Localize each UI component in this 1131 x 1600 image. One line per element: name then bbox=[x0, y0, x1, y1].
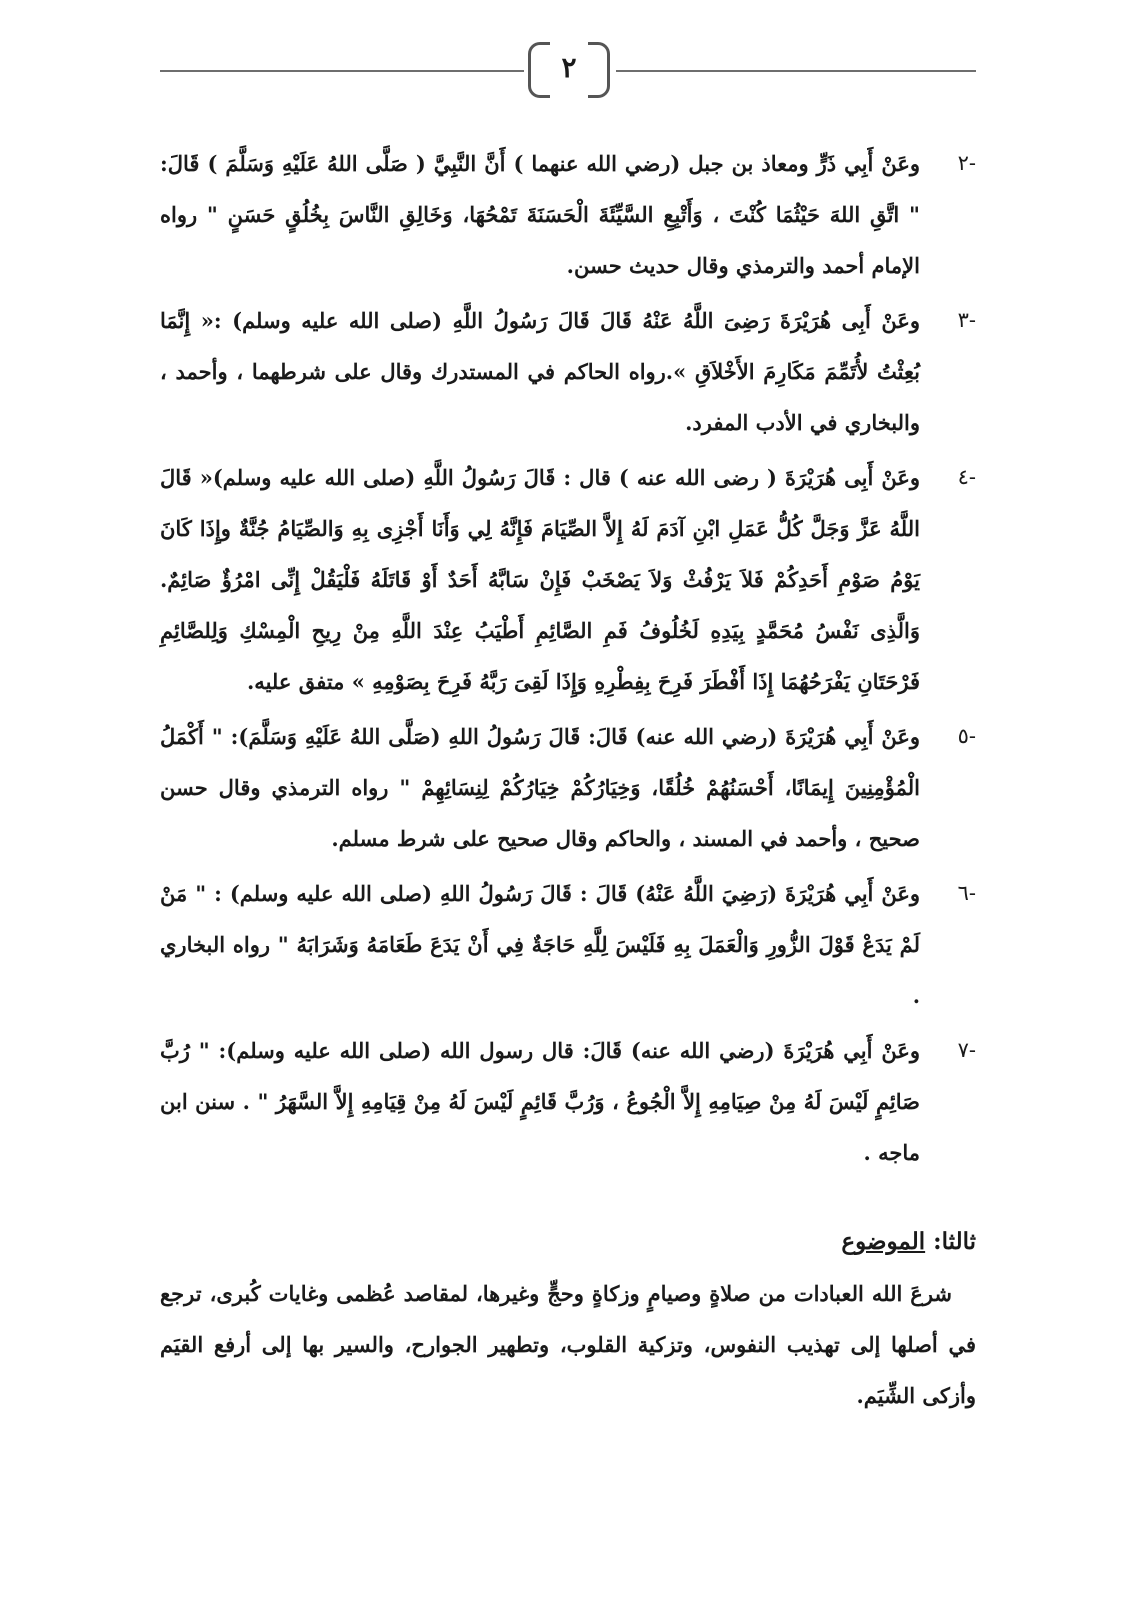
header-rule-right bbox=[616, 70, 976, 72]
hadith-item bbox=[160, 1025, 976, 1178]
page-number-bracket-left bbox=[528, 42, 550, 98]
hadith-number: -٧ bbox=[957, 1038, 976, 1062]
page-header bbox=[160, 36, 976, 106]
hadith-number: -٤ bbox=[957, 465, 976, 489]
hadith-text: وعَنْ أَبِى هُرَيْرَةَ رَضِىَ اللَّهُ عَنْهُ قَالَ قَالَ رَسُولُ اللَّهِ (صلى الله عليه وسلم) :« إِنَّمَا بُعِثْتُ لأُتَمِّمَ مَكَارِمَ الأَخْلاَقِ ».رواه الحاكم في المستدرك وقال على شرطهما ، وأحمد ، والبخاري في الأدب المفرد. bbox=[160, 308, 920, 435]
hadith-number: -٥ bbox=[957, 724, 976, 748]
hadith-number: -٣ bbox=[957, 308, 976, 332]
page-content bbox=[160, 138, 976, 1421]
hadith-text: وعَنْ أَبِي هُرَيْرَةَ (رضي الله عنه) قَالَ: قَالَ رَسُولُ اللهِ (صَلَّى اللهُ عَلَيْهِ وَسَلَّمَ): " أَكْمَلُ الْمُؤْمِنِينَ إِيمَانًا، أَحْسَنُهُمْ خُلُقًا، وَخِيَارُكُمْ خِيَارُكُمْ لِنِسَائِهِمْ " رواه الترمذي وقال حسن صحيح ، وأحمد في المسند ، والحاكم وقال صحيح على شرط مسلم. bbox=[160, 724, 920, 851]
page-number-bracket-right bbox=[588, 42, 610, 98]
section-heading bbox=[160, 1222, 976, 1262]
hadith-item bbox=[160, 711, 976, 864]
hadith-item bbox=[160, 295, 976, 448]
hadith-text: وعَنْ أَبِى هُرَيْرَةَ ( رضى الله عنه ) قال : قَالَ رَسُولُ اللَّهِ (صلى الله عليه وسلم)« قَالَ اللَّهُ عَزَّ وَجَلَّ كُلُّ عَمَلِ ابْنِ آدَمَ لَهُ إِلاَّ الصِّيَامَ فَإِنَّهُ لِي وَأَنَا أَجْزِى بِهِ وَالصِّيَامُ جُنَّةٌ وإِذَا كَانَ يَوْمُ صَوْمِ أَحَدِكُمْ فَلاَ يَرْفُثْ وَلاَ يَصْخَبْ فَإِنْ سَابَّهُ أَحَدٌ أَوْ قَاتَلَهُ فَلْيَقُلْ إِنِّى امْرُؤٌ صَائِمٌ. وَالَّذِى نَفْسُ مُحَمَّدٍ بِيَدِهِ لَخُلُوفُ فَمِ الصَّائِمِ أَطْيَبُ عِنْدَ اللَّهِ مِنْ رِيحِ الْمِسْكِ وَلِلصَّائِمِ فَرْحَتَانِ يَفْرَحُهُمَا إِذَا أَفْطَرَ فَرِحَ بِفِطْرِهِ وَإِذَا لَقِىَ رَبَّهُ فَرِحَ بِصَوْمِهِ » متفق عليه. bbox=[160, 465, 920, 694]
section-paragraph: شرعَ الله العبادات من صلاةٍ وصيامٍ وزكاةٍ وحجٍّ وغيرها، لمقاصد عُظمى وغايات كُبرى، ترجع في أصلها إلى تهذيب النفوس، وتزكية القلوب، وتطهير الجوارح، والسير بها إلى أرفع القيَم وأزكى الشِّيَم. bbox=[160, 1281, 976, 1408]
hadith-item bbox=[160, 452, 976, 707]
page-number: ٢ bbox=[561, 51, 577, 84]
section-heading-word: الموضوع bbox=[841, 1228, 926, 1255]
hadith-text: وعَنْ أَبِي ذَرٍّ ومعاذ بن جبل (رضي الله عنهما ) أَنَّ النَّبِيَّ ( صَلَّى اللهُ عَلَيْهِ وَسَلَّمَ ) قَالَ: " اتَّقِ اللهَ حَيْثُمَا كُنْتَ ، وَأَتْبِعِ السَّيِّئَةَ الْحَسَنَةَ تَمْحُهَا، وَخَالِقِ النَّاسَ بِخُلُقٍ حَسَنٍ " رواه الإمام أحمد والترمذي وقال حديث حسن. bbox=[160, 151, 920, 278]
hadith-item bbox=[160, 138, 976, 291]
hadith-number: -٢ bbox=[957, 151, 976, 175]
hadith-item bbox=[160, 868, 976, 1021]
hadith-number: -٦ bbox=[957, 881, 976, 905]
section-heading-prefix: ثالثا: bbox=[933, 1228, 976, 1255]
header-rule-left bbox=[160, 70, 524, 72]
hadith-text: وعَنْ أَبِي هُرَيْرَةَ (رَضِيَ اللَّهُ عَنْهُ) قَالَ : قَالَ رَسُولُ اللهِ (صلى الله عليه وسلم) : " مَنْ لَمْ يَدَعْ قَوْلَ الزُّورِ وَالْعَمَلَ بِهِ فَلَيْسَ لِلَّهِ حَاجَةٌ فِي أَنْ يَدَعَ طَعَامَهُ وَشَرَابَهُ " رواه البخاري . bbox=[160, 881, 920, 1008]
hadith-text: وعَنْ أَبِي هُرَيْرَةَ (رضي الله عنه) قَالَ: قال رسول الله (صلى الله عليه وسلم): " رُبَّ صَائِمٍ لَيْسَ لَهُ مِنْ صِيَامِهِ إِلاَّ الْجُوعُ ، وَرُبَّ قَائِمٍ لَيْسَ لَهُ مِنْ قِيَامِهِ إِلاَّ السَّهَرُ " . سنن ابن ماجه . bbox=[160, 1038, 920, 1165]
